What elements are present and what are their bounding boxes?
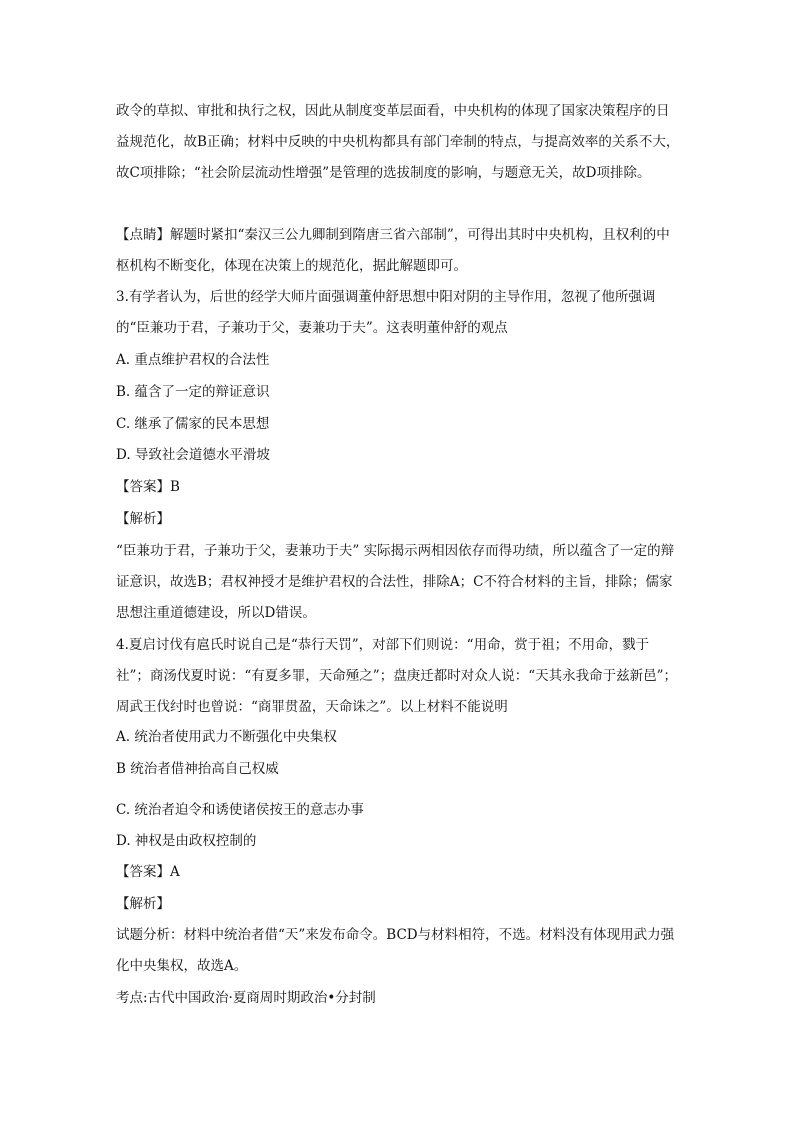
q2-tip: 【点睛】解题时紧扣“秦汉三公九卿制到隋唐三省六部制”，可得出其时中央机构，且权利的中枢机构不断变化，体现在决策上的规范化，据此解题即可。 xyxy=(116,227,670,274)
q3-option-c: C. 继承了儒家的民本思想 xyxy=(116,416,270,432)
q3-analysis: “臣兼功于君，子兼功于父，妻兼功于夫” 实际揭示两相因依存而得功绩，所以蕴含了一定的辩证意识，故选B；君权神授才是维护君权的合法性，排除A；C不符合材料的主旨，排除；儒家思想注重道德建设，所以D错误。 xyxy=(116,543,675,621)
q3-option-d: D. 导致社会道德水平滑坡 xyxy=(116,447,270,463)
q3-option-b: B. 蕴含了一定的辩证意识 xyxy=(116,384,270,400)
q2-analysis-continuation: 政令的草拟、审批和执行之权，因此从制度变革层面看，中央机构的体现了国家决策程序的日益规范化，故B正确；材料中反映的中央机构都具有部门牵制的特点，与提高效率的关系不大，故C项排除；“社会阶层流动性增强”是管理的选拔制度的影响，与题意无关，故D项排除。 xyxy=(116,103,680,181)
q4-option-c: C. 统治者迫令和诱使诸侯按王的意志办事 xyxy=(116,802,364,818)
q3-stem: 3.有学者认为，后世的经学大师片面强调董仲舒思想中阳对阴的主导作用，忽视了他所强调的“臣兼功于君，子兼功于父，妻兼功于夫”。这表明董仲舒的观点 xyxy=(116,289,656,336)
q4-option-d: D. 神权是由政权控制的 xyxy=(116,833,257,849)
q3-answer: 【答案】B xyxy=(116,479,180,495)
q4-option-a: A. 统治者使用武力不断强化中央集权 xyxy=(116,729,337,745)
q4-stem: 4.夏启讨伐有扈氏时说自己是“恭行天罚”，对部下们则说：“用命，赏于祖；不用命，戮于社”；商汤伐夏时说：“有夏多罪，天命殛之”；盘庚迁都时对众人说：“天其永我命于兹新邑”；周武王伐纣时也曾说：“商罪贯盈，天命诛之”。以上材料不能说明 xyxy=(116,637,678,715)
q4-option-b: B 统治者借神抬高自己权威 xyxy=(116,761,279,777)
q3-analysis-label: 【解析】 xyxy=(116,511,170,527)
q4-kaodian: 考点:古代中国政治·夏商周时期政治•分封制 xyxy=(116,990,376,1006)
q4-analysis-label: 【解析】 xyxy=(116,896,170,912)
q3-option-a: A. 重点维护君权的合法性 xyxy=(116,352,270,368)
q4-answer: 【答案】A xyxy=(116,864,180,880)
q4-analysis: 试题分析：材料中统治者借“天”来发布命令。BCD与材料相符，不选。材料没有体现用武力强化中央集权，故选A。 xyxy=(116,927,675,974)
